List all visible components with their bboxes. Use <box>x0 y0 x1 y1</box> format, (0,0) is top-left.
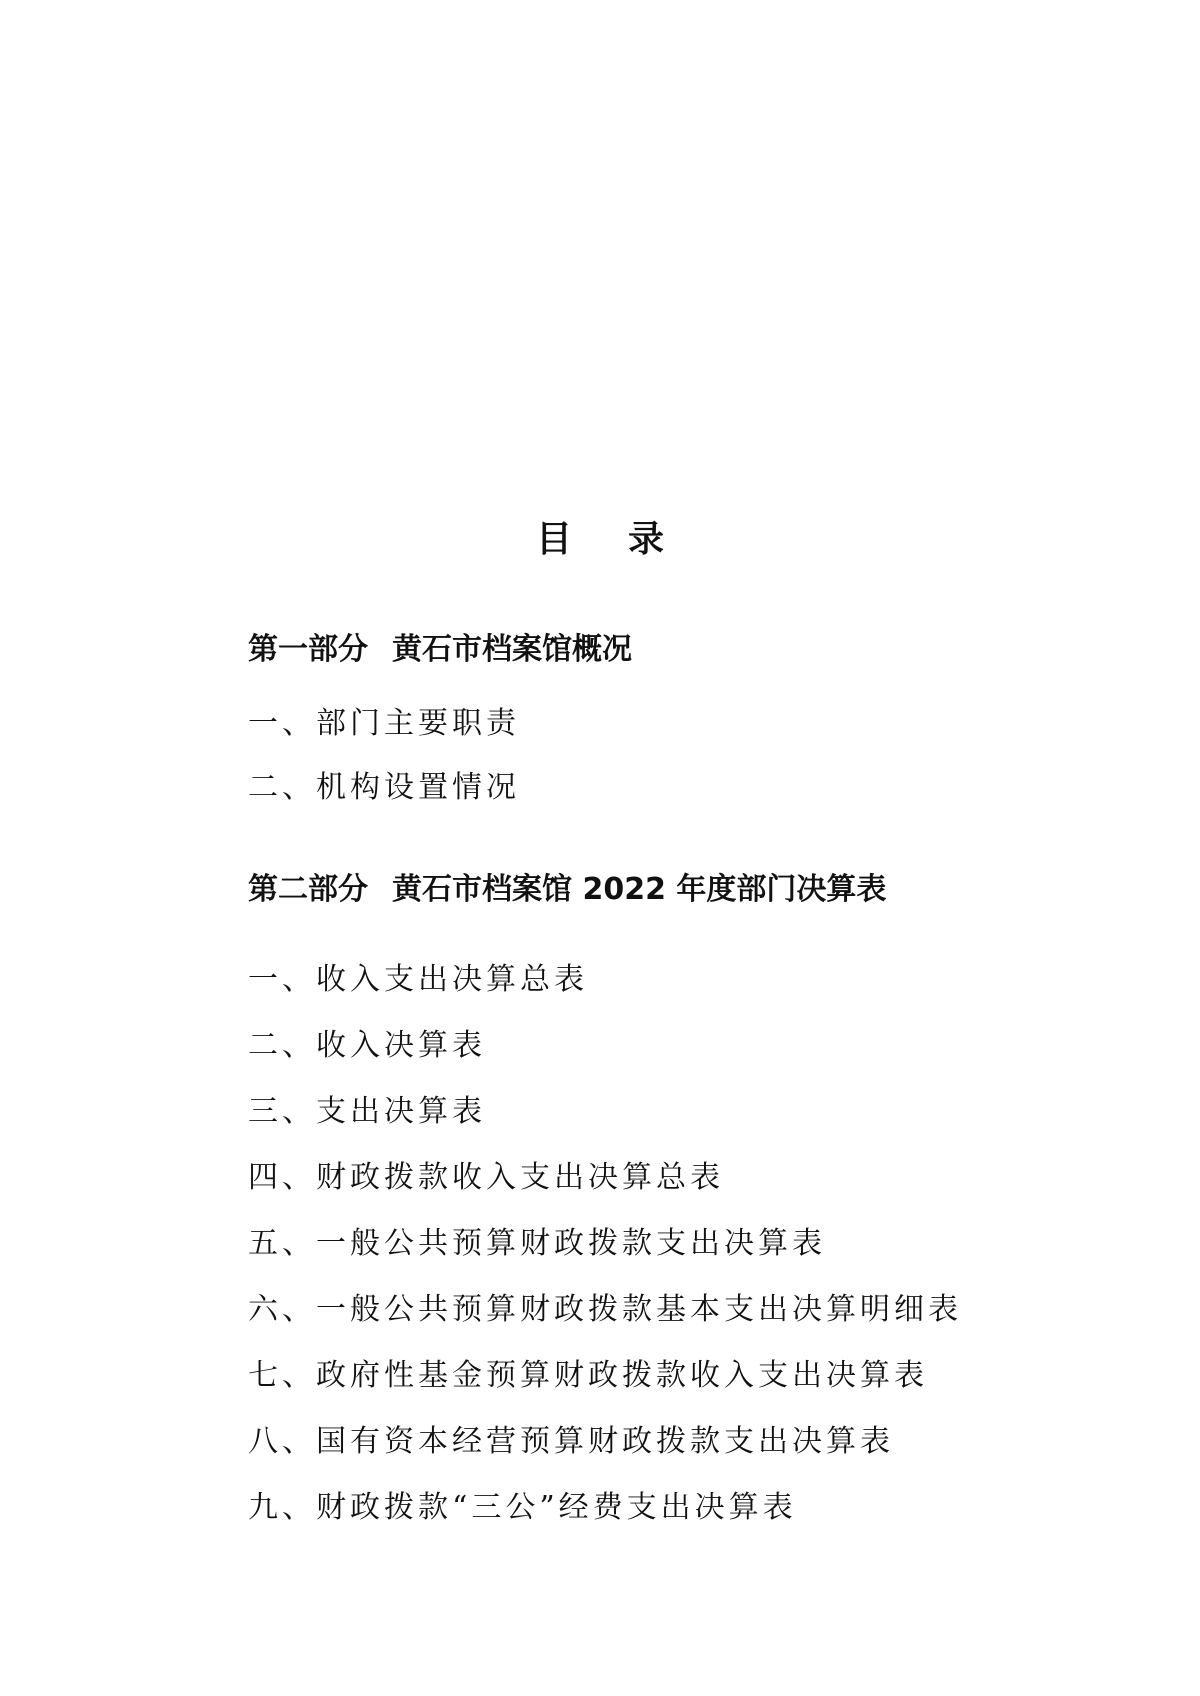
part-one-label: 第一部分 <box>248 632 368 667</box>
page-title: 目录 <box>535 519 720 560</box>
part-two-toc-list <box>248 962 962 1556</box>
toc-item: 七、政府性基金预算财政拨款收入支出决算表 <box>248 1358 928 1393</box>
toc-item: 一、部门主要职责 <box>248 706 520 741</box>
part-two-title: 黄石市档案馆 2022 年度部门决算表 <box>392 872 887 907</box>
toc-item: 八、国有资本经营预算财政拨款支出决算表 <box>248 1424 894 1459</box>
toc-item: 九、财政拨款“三公”经费支出决算表 <box>248 1490 797 1525</box>
toc-item: 一、收入支出决算总表 <box>248 962 588 997</box>
toc-item: 六、一般公共预算财政拨款基本支出决算明细表 <box>248 1292 962 1327</box>
toc-item: 二、机构设置情况 <box>248 770 520 805</box>
toc-item: 三、支出决算表 <box>248 1094 486 1129</box>
toc-item: 四、财政拨款收入支出决算总表 <box>248 1160 724 1195</box>
toc-item: 二、收入决算表 <box>248 1028 486 1063</box>
part-two-label: 第二部分 <box>248 872 368 907</box>
part-one-title: 黄石市档案馆概况 <box>392 632 632 667</box>
part-one-heading <box>248 632 632 668</box>
part-two-heading <box>248 872 886 908</box>
toc-item: 五、一般公共预算财政拨款支出决算表 <box>248 1226 826 1261</box>
part-one-toc-list <box>248 706 520 834</box>
